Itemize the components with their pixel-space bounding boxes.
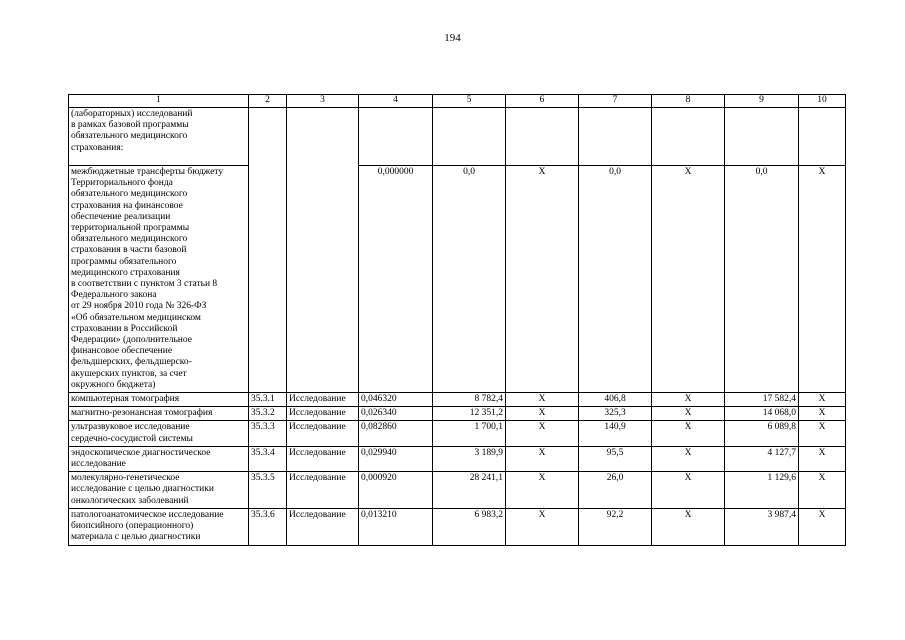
value-cell: Х (799, 446, 846, 471)
value-cell (799, 108, 846, 166)
value-cell: Х (652, 508, 725, 545)
name-cell: ультразвуковое исследование сердечно-сосудистой системы (69, 421, 249, 446)
value-cell: Х (652, 446, 725, 471)
code-cell: 35.3.2 (249, 407, 287, 421)
value-cell (433, 108, 506, 166)
value-cell: Х (799, 508, 846, 545)
value-cell: 95,5 (579, 446, 652, 471)
value-cell: 1 700,1 (433, 421, 506, 446)
value-cell: Х (652, 421, 725, 446)
value-cell: Х (506, 166, 579, 393)
header-cell: 2 (249, 95, 287, 108)
value-cell: 0,0 (433, 166, 506, 393)
value-cell: 0,026340 (359, 407, 433, 421)
table-row (69, 407, 846, 421)
header-cell: 8 (652, 95, 725, 108)
value-cell: 8 782,4 (433, 393, 506, 407)
value-cell (506, 108, 579, 166)
value-cell: 0,000000 (359, 166, 433, 393)
name-cell: эндоскопическое диагностическое исследование (69, 446, 249, 471)
value-cell: 17 582,4 (725, 393, 799, 407)
value-cell: Х (799, 472, 846, 509)
value-cell: 92,2 (579, 508, 652, 545)
name-cell: патологоанатомическое исследование биопсийного (операционного) материала с целью диагностики (69, 508, 249, 545)
value-cell: 406,8 (579, 393, 652, 407)
value-cell: 0,046320 (359, 393, 433, 407)
header-cell: 5 (433, 95, 506, 108)
code-cell (249, 166, 287, 393)
header-cell: 3 (287, 95, 359, 108)
table-header-row (69, 95, 846, 108)
value-cell: Х (799, 166, 846, 393)
unit-cell: Исследование (287, 508, 359, 545)
value-cell: 1 129,6 (725, 472, 799, 509)
value-cell: 3 987,4 (725, 508, 799, 545)
value-cell: 0,0 (725, 166, 799, 393)
name-cell: молекулярно-генетическое исследование с целью диагностики онкологических заболеваний (69, 472, 249, 509)
value-cell: Х (506, 446, 579, 471)
value-cell: Х (799, 407, 846, 421)
value-cell (359, 108, 433, 166)
table-row (69, 446, 846, 471)
value-cell: 12 351,2 (433, 407, 506, 421)
header-cell: 10 (799, 95, 846, 108)
value-cell: 0,029940 (359, 446, 433, 471)
value-cell: 26,0 (579, 472, 652, 509)
code-cell: 35.3.6 (249, 508, 287, 545)
header-cell: 9 (725, 95, 799, 108)
value-cell: 0,013210 (359, 508, 433, 545)
name-cell: (лабораторных) исследований в рамках базовой программы обязательного медицинского страхования: (69, 108, 249, 166)
value-cell (652, 108, 725, 166)
value-cell: 6 089,8 (725, 421, 799, 446)
value-cell: Х (799, 393, 846, 407)
unit-cell: Исследование (287, 421, 359, 446)
table-row (69, 472, 846, 509)
header-cell: 6 (506, 95, 579, 108)
unit-cell: Исследование (287, 446, 359, 471)
value-cell: Х (799, 421, 846, 446)
name-cell: межбюджетные трансферты бюджету Территориального фонда обязательного медицинского страхования на финансовое обеспечение реализации территориальной программы обязательного медицинского страхования в части базовой программы обязательного медицинского страхования в соответствии с пунктом 3 статьи 8 Федерального закона от 29 ноября 2010 года № 326-ФЗ «Об обязательном медицинском страховании в Российской Федерации» (дополнительное финансовое обеспечение фельдшерских, фельдшерско- акушерских пунктов, за счет окружного бюджета) (69, 166, 249, 393)
value-cell (579, 108, 652, 166)
value-cell: Х (652, 407, 725, 421)
header-cell: 7 (579, 95, 652, 108)
value-cell: 28 241,1 (433, 472, 506, 509)
value-cell: Х (652, 166, 725, 393)
header-cell: 1 (69, 95, 249, 108)
unit-cell: Исследование (287, 393, 359, 407)
value-cell: 140,9 (579, 421, 652, 446)
unit-cell: Исследование (287, 407, 359, 421)
code-cell: 35.3.1 (249, 393, 287, 407)
unit-cell (287, 166, 359, 393)
value-cell: Х (506, 472, 579, 509)
value-cell: 4 127,7 (725, 446, 799, 471)
table-row (69, 108, 846, 166)
header-cell: 4 (359, 95, 433, 108)
value-cell: Х (506, 393, 579, 407)
code-cell: 35.3.3 (249, 421, 287, 446)
name-cell: компьютерная томография (69, 393, 249, 407)
value-cell: Х (506, 508, 579, 545)
value-cell: Х (652, 472, 725, 509)
unit-cell: Исследование (287, 472, 359, 509)
value-cell: 6 983,2 (433, 508, 506, 545)
value-cell: 0,082860 (359, 421, 433, 446)
data-table (68, 94, 846, 546)
table-row (69, 166, 846, 393)
value-cell: 0,000920 (359, 472, 433, 509)
page-number: 194 (444, 32, 461, 44)
value-cell: Х (506, 407, 579, 421)
code-cell: 35.3.5 (249, 472, 287, 509)
table-row (69, 421, 846, 446)
value-cell: 3 189,9 (433, 446, 506, 471)
code-cell: 35.3.4 (249, 446, 287, 471)
value-cell: 14 068,0 (725, 407, 799, 421)
value-cell: Х (652, 393, 725, 407)
value-cell: Х (506, 421, 579, 446)
code-cell (249, 108, 287, 166)
unit-cell (287, 108, 359, 166)
value-cell: 0,0 (579, 166, 652, 393)
name-cell: магнитно-резонансная томография (69, 407, 249, 421)
table-row (69, 508, 846, 545)
value-cell: 325,3 (579, 407, 652, 421)
value-cell (725, 108, 799, 166)
table-row (69, 393, 846, 407)
